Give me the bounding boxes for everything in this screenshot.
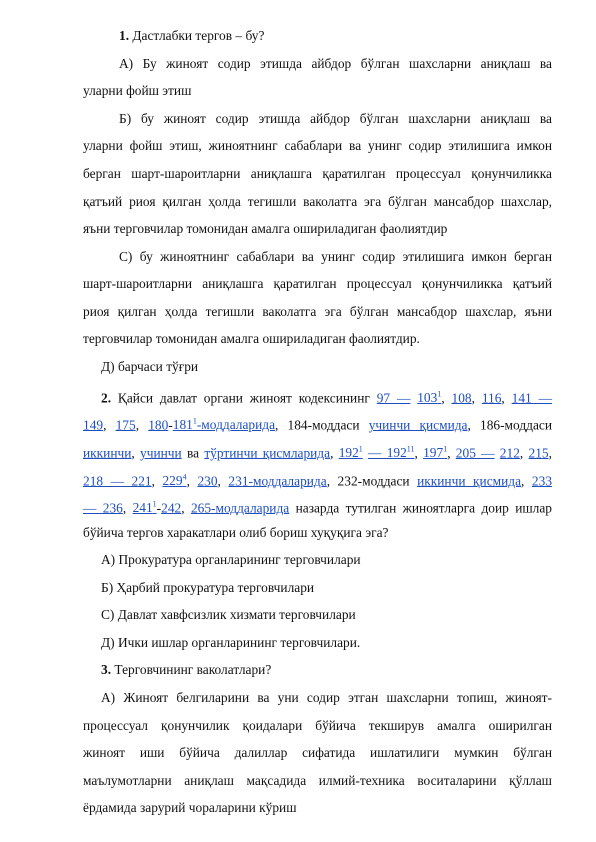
article-link[interactable]: учинчи қисмида [368, 417, 468, 433]
option-text-line: уларни фойш этиш [83, 83, 192, 98]
option-text-line: процессуал қонунчилик қоидалари бўйича текширув амалга оширилган [83, 718, 552, 733]
text-span: назарда тутилган жиноятларга доир ишлар [295, 500, 552, 516]
question-2-line-3: иккинчи, учинчи ва тўртинчи қисмларида, $192^1$ — $192^{11}$, $197^1$, 205 — 212, 215, [83, 445, 552, 461]
option-text-line: Б) бу жиноят содир этишда айбдор бўлган шахсларни аниқлаш ва [119, 111, 552, 126]
option-text-line: А) Бу жиноят содир этишда айбдор бўлган шахсларни аниқлаш ва [119, 56, 552, 71]
article-link[interactable] [368, 445, 414, 460]
article-link[interactable]: 116 [481, 390, 502, 406]
option-text-line: яъни терговчилар томонидан амалга ошириладиган фаолиятдир [83, 221, 448, 236]
article-link[interactable]: — 236 [83, 500, 123, 516]
superscript: 4 [182, 473, 187, 482]
question-2-line-6: бўйича тергов харакатлари олиб бориш хуқуқига эга? [83, 525, 389, 540]
article-link[interactable]: 149 [83, 417, 104, 433]
article-link[interactable] [423, 445, 447, 460]
article-link[interactable]: 97 — [376, 390, 411, 406]
question-number: 1. [119, 28, 130, 43]
superscript: 1 [437, 390, 442, 399]
article-link[interactable]: 231-моддаларида [228, 473, 327, 489]
text-span: , 186-моддаси [467, 417, 553, 433]
option-text-line: жиноят иши бўйича далиллар сифатида ишлатилиги мумкин бўлган [83, 745, 552, 760]
question-number: 2. [101, 390, 112, 406]
article-link[interactable]: 205 — [455, 445, 495, 461]
article-link[interactable]: 180 [148, 417, 169, 433]
article-link[interactable]: 233 [531, 473, 553, 489]
option-text-line: шарт-шароитларни аниқлашга қаратилган процессуал қонунчиликка қатъий [83, 276, 552, 291]
option-text-line: риоя қилган ҳолда тегишли ваколатга эга бўлган мансабдор шахслар, яъни [83, 304, 552, 319]
article-link[interactable]: 215 [528, 445, 549, 461]
article-link[interactable] [133, 500, 157, 515]
article-link[interactable]: иккинчи [83, 445, 132, 461]
answer-option: А) Прокуратура органларининг терговчилари [101, 552, 361, 567]
article-link[interactable]: 141 — [511, 390, 552, 406]
article-link[interactable] [417, 390, 441, 405]
article-link[interactable]: 242 [161, 500, 182, 516]
option-text-line: қатъий риоя қилган ҳолда тегишли ваколатга эга бўлган мансабдор шахслар, [83, 194, 552, 209]
link-text: -моддаларида [196, 417, 276, 433]
answer-option: Д) Ички ишлар органларининг терговчилари. [101, 635, 361, 650]
article-link[interactable]: 265-моддаларида [190, 500, 290, 516]
superscript: 11 [406, 445, 415, 454]
text-span: , 184-моддаси [275, 417, 360, 433]
article-link[interactable]: 218 — 221 [83, 473, 152, 489]
link-text: 229 [162, 473, 183, 489]
option-text-line: Д) барчаси тўғри [101, 359, 199, 374]
superscript: 1 [443, 445, 448, 454]
option-text-line: А) Жиноят белгиларини ва уни содир этган шахсларни топиш, жиноят- [101, 690, 552, 705]
article-link[interactable]: 212 [499, 445, 520, 461]
option-text-line: берган шарт-шароитларни аниқлашга қаратилган процессуал қонунчиликка [83, 166, 552, 181]
link-text: 197 [423, 445, 444, 461]
text-span: , 232-моддаси [326, 473, 410, 489]
option-text-line: маълумотларни аниқлаш мақсадида илмий-техника воситаларини қўллаш [83, 773, 552, 788]
article-link[interactable] [173, 417, 275, 432]
question-number: 3. [101, 662, 112, 677]
article-link[interactable]: 175 [115, 417, 136, 433]
question-2-line-5: — 236, $241^1-242$, 265-моддаларида назарда тутилган жиноятларга доир ишлар [83, 500, 552, 516]
option-text-line: уларни фойш этиш, жиноятнинг сабаблари ва унинг содир этилишига имкон [83, 138, 552, 153]
article-link[interactable]: учинчи [140, 445, 182, 461]
link-text: 181 [172, 417, 193, 433]
option-text-line: ёрдамида зарурий чораларини кўриш [83, 800, 297, 815]
text-span: ва [186, 445, 200, 461]
article-link[interactable]: 108 [451, 390, 472, 406]
answer-option: С) Давлат хавфсизлик хизмати терговчилари [101, 607, 356, 622]
question-2-line-4: 218 — 221, $229^4$, 230, 231-моддаларида, 232-моддаси иккинчи қисмида, 233 [83, 473, 553, 489]
question-text: Дастлабки тергов – бу? [132, 28, 265, 43]
question-2-line-2: 149, 175, $180-181^1$-моддаларида, 184-моддаси учинчи қисмида, 186-моддаси [83, 417, 553, 433]
link-text: — 192 [368, 445, 407, 461]
link-text: 103 [417, 390, 438, 406]
article-link[interactable] [162, 473, 186, 488]
question-2-line-1: 2. Қайси давлат органи жиноят кодексининг 97 — $103^1$, 108, 116, 141 — [101, 390, 552, 406]
question-1 [119, 27, 264, 45]
link-text: 192 [338, 445, 359, 461]
superscript: 1 [152, 500, 157, 509]
option-text-line: терговчилар томонидан амалга ошириладиган фаолиятдир. [83, 331, 420, 346]
text-span: Қайси давлат органи жиноят кодексининг [117, 390, 370, 406]
option-text-line: С) бу жиноятнинг сабаблари ва унинг содир этилишига имкон берган [119, 249, 552, 264]
article-link[interactable]: 230 [197, 473, 218, 489]
superscript: 1 [358, 445, 363, 454]
question-3 [101, 661, 271, 679]
article-link[interactable]: тўртинчи қисмларида [204, 445, 331, 461]
article-link[interactable] [339, 445, 363, 460]
link-text: 241 [132, 500, 153, 516]
answer-option: Б) Ҳарбий прокуратура терговчилари [101, 580, 315, 595]
article-link[interactable]: иккинчи қисмида [417, 473, 522, 489]
question-text: Терговчининг ваколатлари? [114, 662, 272, 677]
superscript: 1 [192, 417, 197, 426]
